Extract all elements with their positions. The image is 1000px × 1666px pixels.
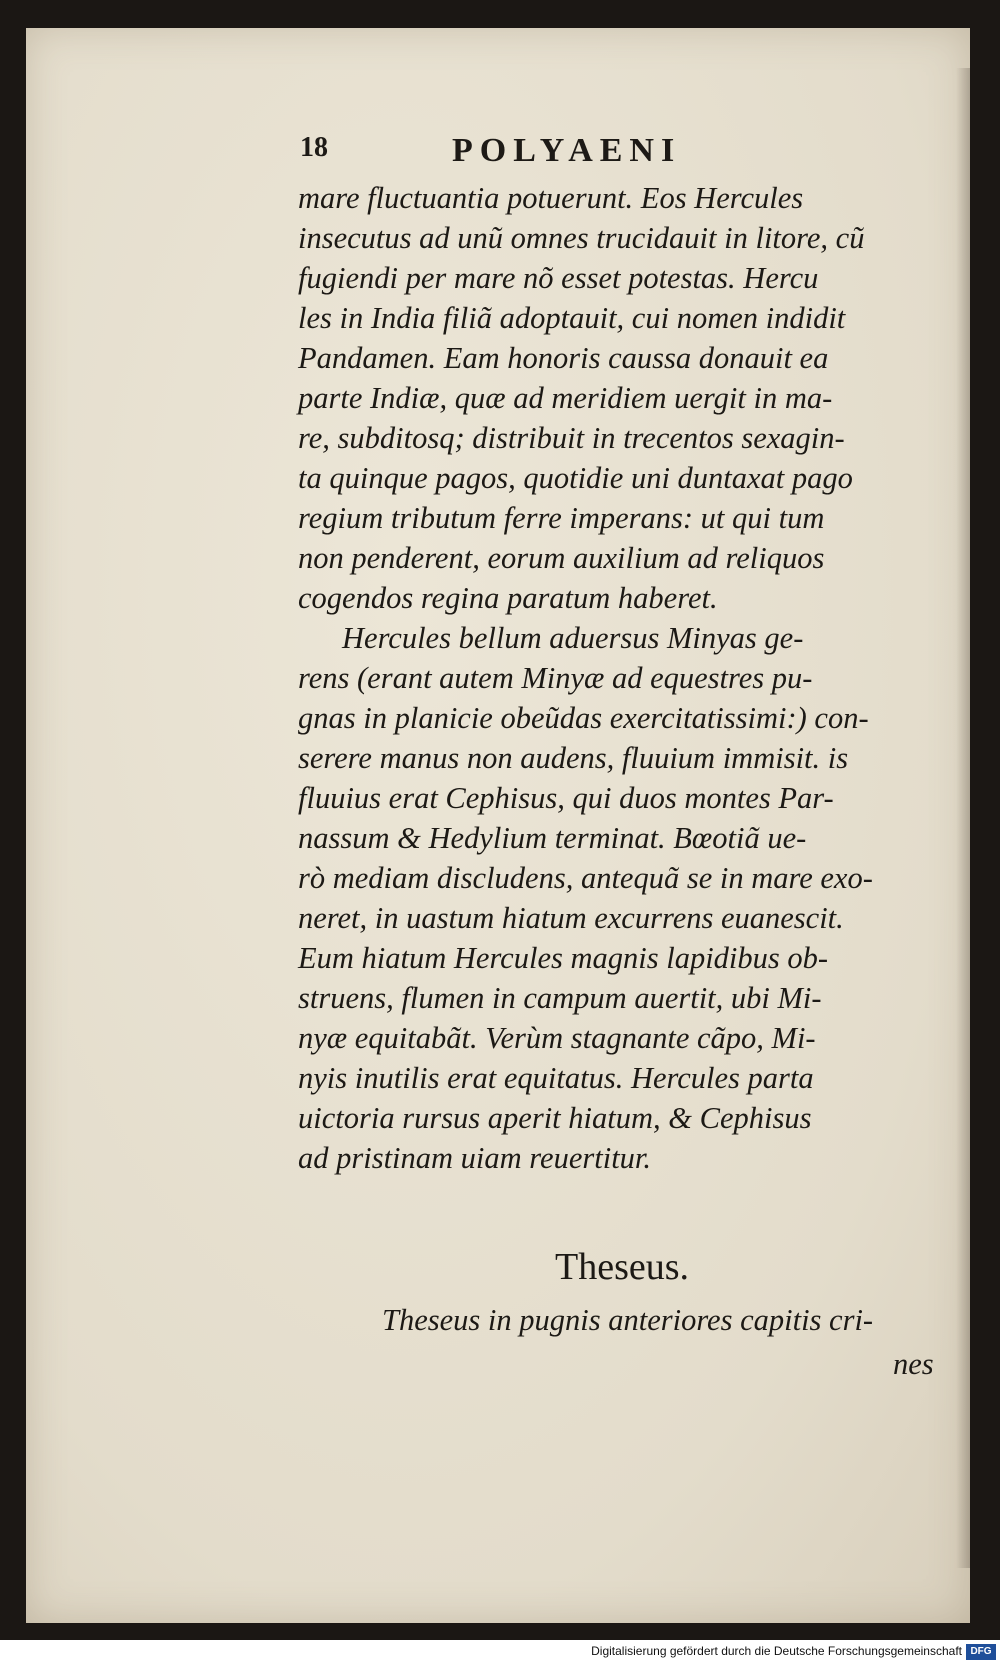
text-line: uictoria rursus aperit hiatum, & Cephisus [298,1101,812,1135]
text-line: re, subditosq; distribuit in trecentos sexagin- [298,421,845,455]
text-line: ta quinque pagos, quotidie uni duntaxat pago [298,461,853,495]
text-line: Eum hiatum Hercules magnis lapidibus ob- [298,941,829,975]
section-body [382,1298,942,1381]
text-line: parte Indiæ, quæ ad meridiem uergit in ma- [298,381,833,415]
text-line: mare fluctuantia potuerunt. Eos Hercules [298,181,804,215]
text-line: nyæ equitabãt. Verùm stagnante cãpo, Mi- [298,1021,816,1055]
text-line: struens, flumen in campum auertit, ubi Mi- [298,981,822,1015]
body-text [298,178,938,1178]
text-line-paragraph-start: Hercules bellum aduersus Minyas ge- [342,621,804,655]
text-line: neret, in uastum hiatum excurrens euanescit. [298,901,844,935]
section-title: Theseus. [555,1246,690,1288]
text-line: ad pristinam uiam reuertitur. [298,1141,652,1175]
text-line: rò mediam discludens, antequã se in mare exo- [298,861,873,895]
text-line: insecutus ad unũ omnes trucidauit in litore, cũ [298,221,865,255]
running-head: POLYAENI [452,132,682,169]
text-line: Pandamen. Eam honoris caussa donauit ea [298,341,829,375]
text-line: cogendos regina paratum haberet. [298,581,718,615]
text-line: nassum & Hedylium terminat. Bœotiã ue- [298,821,807,855]
page-number: 18 [300,132,328,163]
catchword: nes [893,1347,934,1381]
page-edge-shadow [956,68,970,1568]
dfg-logo: DFG [966,1644,996,1660]
text-line: Theseus in pugnis anteriores capitis cri- [382,1303,874,1337]
text-line: nyis inutilis erat equitatus. Hercules parta [298,1061,814,1095]
text-line: regium tributum ferre imperans: ut qui tum [298,501,825,535]
text-line: fugiendi per mare nõ esset potestas. Hercu [298,261,819,295]
text-line: rens (erant autem Minyæ ad equestres pu- [298,661,813,695]
text-line: fluuius erat Cephisus, qui duos montes Par- [298,781,834,815]
text-line: non penderent, eorum auxilium ad reliquos [298,541,825,575]
page-header [300,132,720,182]
text-line: gnas in planicie obeũdas exercitatissimi:) con- [298,701,869,735]
footer-credit: Digitalisierung gefördert durch die Deutsche Forschungsgemeinschaft [591,1644,962,1658]
digitization-footer [0,1640,1000,1666]
text-line: serere manus non audens, fluuium immisit. is [298,741,849,775]
text-line: les in India filiã adoptauit, cui nomen indidit [298,301,846,335]
